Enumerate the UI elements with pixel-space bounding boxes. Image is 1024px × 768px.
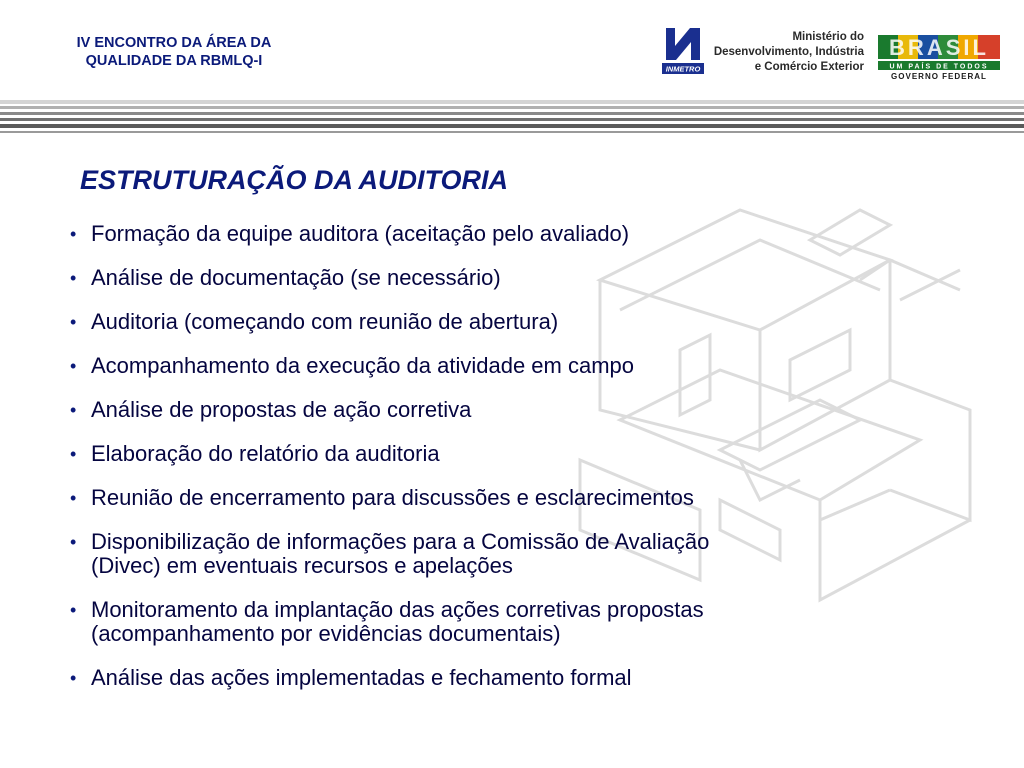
list-item [70, 354, 970, 378]
header-rule [0, 112, 1024, 115]
brasil-logo [876, 33, 1002, 81]
ministry-line3: e Comércio Exterior [754, 61, 864, 73]
header-rule [0, 131, 1024, 133]
inmetro-label: INMETRO [665, 64, 701, 74]
list-item [70, 266, 970, 290]
list-item-text-continued: (Divec) em eventuais recursos e apelações [91, 553, 513, 578]
slide-title: ESTRUTURAÇÃO DA AUDITORIA [80, 165, 508, 195]
list-item [70, 398, 970, 422]
event-title [40, 34, 308, 70]
ministry-line2: Desenvolvimento, Indústria [713, 46, 864, 58]
list-item-text: Reunião de encerramento para discussões e esclarecimentos [91, 485, 694, 510]
brasil-footer: GOVERNO FEDERAL [891, 72, 987, 81]
list-item-text: Análise de documentação (se necessário) [91, 265, 501, 290]
event-title-line1: IV ENCONTRO DA ÁREA DA [76, 35, 272, 51]
list-item-text: Acompanhamento da execução da atividade em campo [91, 353, 635, 378]
event-title-line2: QUALIDADE DA RBMLQ-I [85, 53, 263, 69]
bullet-icon: • [70, 400, 77, 420]
inmetro-logo [662, 24, 704, 74]
list-item-text: Disponibilização de informações para a Comissão de Avaliação [91, 529, 710, 554]
bullet-icon: • [70, 356, 77, 376]
header-rule [0, 100, 1024, 104]
list-item [70, 666, 970, 690]
list-item [70, 310, 970, 334]
brasil-slogan: UM PAÍS DE TODOS [889, 63, 989, 71]
list-item-text: Análise das ações implementadas e fechamento formal [91, 665, 632, 690]
list-item [70, 442, 970, 466]
list-item-text: Formação da equipe auditora (aceitação pelo avaliado) [91, 221, 630, 246]
ministry-name [712, 30, 864, 75]
bullet-icon: • [70, 444, 77, 464]
list-item-text: Monitoramento da implantação das ações corretivas propostas [91, 597, 704, 622]
bullet-icon: • [70, 600, 77, 620]
ministry-line1: Ministério do [792, 31, 864, 43]
header-rule [0, 118, 1024, 121]
bullet-icon: • [70, 312, 77, 332]
bullet-icon: • [70, 488, 77, 508]
bullet-icon: • [70, 224, 77, 244]
list-item-text: Elaboração do relatório da auditoria [91, 441, 440, 466]
list-item-text-continued: (acompanhamento por evidências documentais) [91, 621, 561, 646]
audit-steps-list [70, 222, 970, 710]
list-item [70, 222, 970, 246]
brasil-word: BRASIL [889, 35, 989, 60]
list-item [70, 530, 970, 578]
bullet-icon: • [70, 532, 77, 552]
header-rule [0, 106, 1024, 109]
header-rule [0, 124, 1024, 128]
list-item [70, 486, 970, 510]
bullet-icon: • [70, 268, 77, 288]
list-item-text: Análise de propostas de ação corretiva [91, 397, 472, 422]
list-item [70, 598, 970, 646]
bullet-icon: • [70, 668, 77, 688]
list-item-text: Auditoria (começando com reunião de abertura) [91, 309, 559, 334]
